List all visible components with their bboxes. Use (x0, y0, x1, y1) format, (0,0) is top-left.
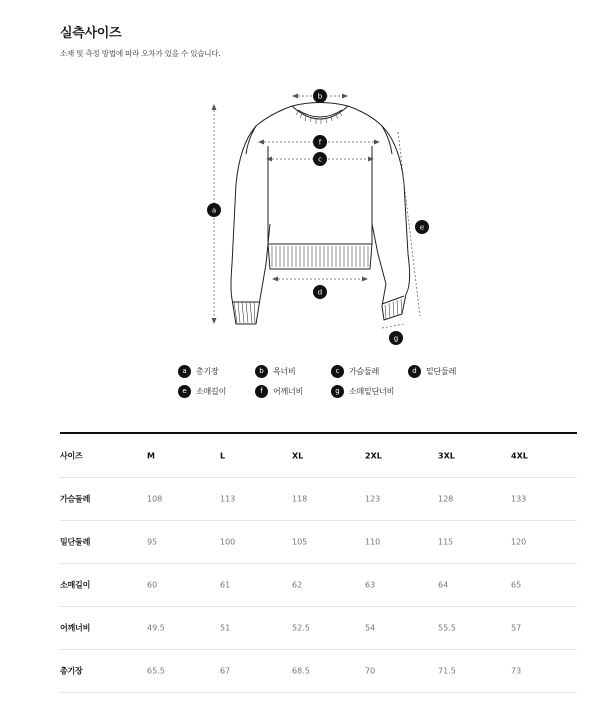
table-cell: 62 (292, 580, 303, 589)
table-row (60, 477, 577, 521)
header-size-4xl: 4XL (511, 451, 528, 460)
badge-a-icon: a (178, 365, 191, 378)
marker-e-icon (415, 220, 429, 234)
table-cell: 113 (220, 494, 236, 503)
table-cell: 60 (147, 580, 158, 589)
row-label: 소매길이 (60, 580, 91, 589)
svg-text:b: b (317, 92, 323, 101)
table-cell: 115 (438, 537, 454, 546)
measurement-notice: 소재 및 측정 방법에 따라 오차가 있을 수 있습니다. (60, 49, 221, 58)
header-size-l: L (220, 451, 226, 460)
svg-text:d: d (317, 288, 323, 297)
badge-d-icon: d (408, 365, 421, 378)
row-label: 밑단둘레 (60, 537, 91, 546)
table-cell: 123 (365, 494, 381, 503)
legend-item-d: d 밑단둘레 (408, 364, 456, 378)
sweater-measurement-diagram (190, 84, 440, 354)
table-cell: 118 (292, 494, 308, 503)
header-size-3xl: 3XL (438, 451, 455, 460)
table-cell: 108 (147, 494, 163, 503)
marker-b-icon (313, 89, 327, 103)
marker-c-icon (313, 152, 327, 166)
legend-item-f: f 어깨너비 (255, 384, 303, 398)
table-header-row (60, 434, 577, 478)
table-cell: 70 (365, 666, 376, 675)
legend-item-g: g 소매밑단너비 (331, 384, 394, 398)
badge-e-icon: e (178, 385, 191, 398)
marker-f-icon (313, 135, 327, 149)
svg-text:e: e (419, 223, 425, 232)
svg-text:a: a (211, 206, 217, 215)
row-label: 총기장 (60, 666, 83, 675)
table-row (60, 563, 577, 607)
table-row (60, 649, 577, 693)
row-label: 가슴둘레 (60, 494, 91, 503)
table-cell: 95 (147, 537, 158, 546)
table-cell: 55.5 (438, 623, 456, 632)
svg-text:f: f (318, 138, 322, 147)
table-cell: 65.5 (147, 666, 165, 675)
badge-g-icon: g (331, 385, 344, 398)
table-cell: 52.5 (292, 623, 310, 632)
table-cell: 105 (292, 537, 308, 546)
badge-b-icon: b (255, 365, 268, 378)
table-cell: 67 (220, 666, 231, 675)
table-cell: 65 (511, 580, 522, 589)
table-cell: 63 (365, 580, 376, 589)
legend-item-a: a 총기장 (178, 364, 219, 378)
legend-item-c: c 가슴둘레 (331, 364, 379, 378)
svg-text:g: g (393, 334, 399, 343)
sweater-illustration (190, 84, 440, 354)
table-cell: 57 (511, 623, 522, 632)
table-cell: 68.5 (292, 666, 310, 675)
table-cell: 120 (511, 537, 527, 546)
table-cell: 73 (511, 666, 522, 675)
table-cell: 64 (438, 580, 449, 589)
badge-c-icon: c (331, 365, 344, 378)
header-size-2xl: 2XL (365, 451, 382, 460)
measurement-legend (178, 364, 498, 404)
table-cell: 51 (220, 623, 231, 632)
table-cell: 54 (365, 623, 376, 632)
legend-item-b: b 목너비 (255, 364, 296, 378)
table-cell: 110 (365, 537, 381, 546)
header-size-label: 사이즈 (60, 451, 83, 460)
marker-d-icon (313, 285, 327, 299)
table-row (60, 520, 577, 564)
table-row (60, 606, 577, 650)
table-cell: 49.5 (147, 623, 165, 632)
header-size-m: M (147, 451, 155, 460)
table-cell: 71.5 (438, 666, 456, 675)
svg-text:c: c (318, 155, 322, 164)
row-label: 어깨너비 (60, 623, 91, 632)
table-cell: 100 (220, 537, 236, 546)
marker-a-icon (207, 203, 221, 217)
page-title: 실측사이즈 (60, 26, 122, 41)
badge-f-icon: f (255, 385, 268, 398)
header-size-xl: XL (292, 451, 304, 460)
table-cell: 128 (438, 494, 454, 503)
legend-item-e: e 소매길이 (178, 384, 226, 398)
table-cell: 61 (220, 580, 231, 589)
table-cell: 133 (511, 494, 527, 503)
marker-g-icon (389, 331, 403, 345)
